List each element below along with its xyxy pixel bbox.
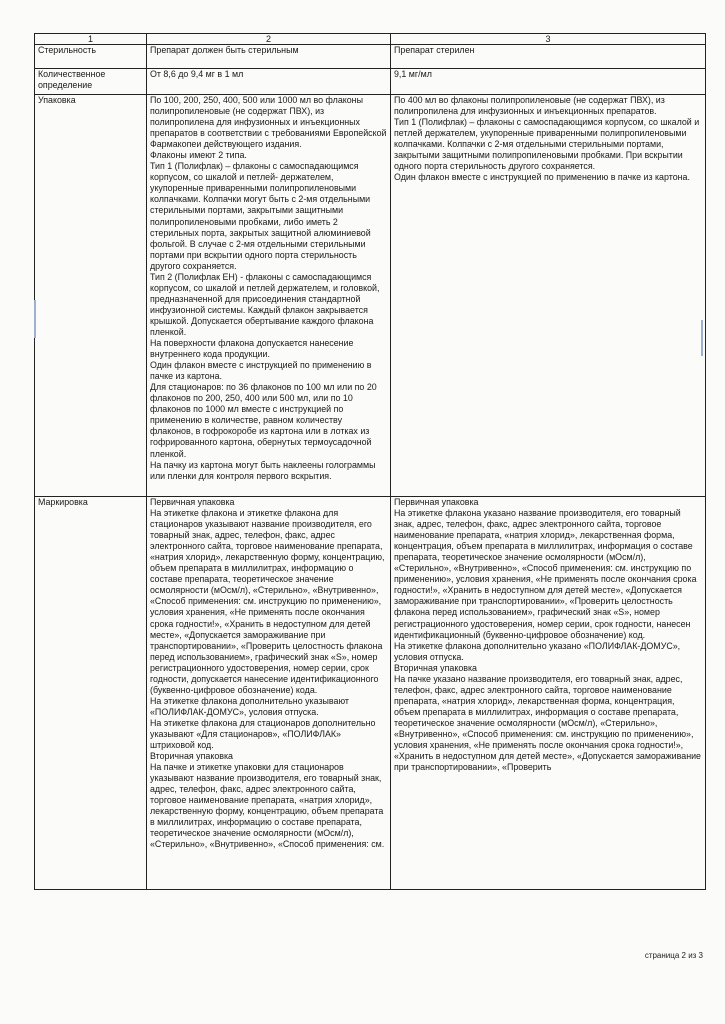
column-number-2: 2: [147, 34, 391, 45]
row-result: 9,1 мг/мл: [391, 69, 706, 95]
scan-mark: [701, 320, 703, 356]
row-requirement: По 100, 200, 250, 400, 500 или 1000 мл во флаконы полипропиленовые (не содержат ПВХ), из полипропилена для инфузионных и инъекционных препаратов в соответствии с требованиями Европейской Фармакопеи действующего издания. Флаконы имеют 2 типа. Тип 1 (Полифлак) – флаконы с самоспадающимся корпусом, со шкалой и петлей- держателем, укупоренные приваренными полипропиленовыми колпачками. Колпачки могут быть с 2-мя отдельными стерильными портами, закрытыми защитными полипропиленовыми пробками, либо иметь 2 стерильных порта, закрытых защитной алюминиевой фольгой. В случае с 2-мя отдельными стерильными портами при вскрытии одного порта стерильность другого сохраняется. Тип 2 (Полифлак ЕН) - флаконы с самоспадающимся корпусом, со шкалой и петлей держателем, и головкой, предназначенной для присоединения стандартной инфузионной системы. Каждый флакон закрывается крышкой. Допускается обертывание каждого флакона пленкой. На поверхности флакона допускается нанесение внутреннего кода продукции. Один флакон вместе с инструкцией по применению в пачке из картона. Для стационаров: по 36 флаконов по 100 мл или по 20 флаконов по 200, 250, 400 или 500 мл, или по 10 флаконов по 1000 мл вместе с инструкцией по применению в количестве, равном количеству флаконов, в гофрокоробе из картона или в лотках из гофрированного картона, обернутых термоусадочной пленкой. На пачку из картона могут быть наклеены голограммы или пленки для контроля первого вскрытия.: [147, 95, 391, 497]
row-label: Стерильность: [35, 45, 147, 69]
scan-mark: [34, 300, 36, 338]
row-label: Количественное определение: [35, 69, 147, 95]
row-result: Препарат стерилен: [391, 45, 706, 69]
row-requirement: Первичная упаковка На этикетке флакона и этикетке флакона для стационаров указывают название производителя, его товарный знак, адрес, телефон, факс, адрес электронного сайта, торговое наименование препарата, «натрия хлорид», лекарственную форму, концентрацию, объем препарата в миллилитрах, информацию о составе препарата, теоретическое значение осмолярности (мОсм/л), «Стерильно», «Внутривенно», «Способ применения: см. инструкцию по применению», условия хранения, «Не применять после окончания срока годности!», «Хранить в недоступном для детей месте», «Допускается замораживание при транспортировании», «Проверить целостность флакона перед использованием», графический знак «S», номер регистрационного удостоверения, номер серии, срок годности, допускается нанесение идентификационного (буквенно-цифровое обозначение) кода. На этикетке флакона дополнительно указывают «ПОЛИФЛАК-ДОМУС», условия отпуска. На этикетке флакона для стационаров дополнительно указывают «Для стационаров», «ПОЛИФЛАК» штриховой код. Вторичная упаковка На пачке и этикетке упаковки для стационаров указывают название производителя, его товарный знак, адрес, телефон, факс, адрес электронного сайта, торговое наименование препарата, «натрия хлорид», лекарственную форму, концентрацию, объем препарата в миллилитрах, информацию о составе препарата, теоретическое значение осмолярности (мОсм/л), «Стерильно», «Внутривенно», «Способ применения: см.: [147, 497, 391, 890]
column-number-1: 1: [35, 34, 147, 45]
column-number-3: 3: [391, 34, 706, 45]
table-header-row: [35, 34, 706, 45]
specification-table: [34, 33, 706, 890]
row-result: По 400 мл во флаконы полипропиленовые (не содержат ПВХ), из полипропилена для инфузионных и инъекционных препаратов. Тип 1 (Полифлак) – флаконы с самоспадающимся корпусом, со шкалой и петлей держателем, укупоренные приваренными полипропиленовыми колпачками. Колпачки с 2-мя отдельными стерильными портами, закрытыми защитными полипропиленовыми пробками. При вскрытии одного порта стерильность другого сохраняется. Один флакон вместе с инструкцией по применению в пачке из картона.: [391, 95, 706, 497]
row-label: Упаковка: [35, 95, 147, 497]
row-result: Первичная упаковка На этикетке флакона указано название производителя, его товарный знак, адрес, телефон, факс, адрес электронного сайта, торговое наименование препарата, «натрия хлорид», лекарственная форма, концентрация, объем препарата в миллилитрах, информация о составе препарата, теоретическое значение осмолярности (мОсм/л), «Стерильно», «Внутривенно», «Способ применения: см. инструкцию по применению», условия хранения, «Не применять после окончания срока годности!», «Хранить в недоступном для детей месте», «Допускается замораживание при транспортировании», «Проверить целостность флакона перед использованием», графический знак «S», номер регистрационного удостоверения, номер серии, срок годности, нанесен идентификационный (буквенно-цифровое обозначение) код. На этикетке флакона дополнительно указано «ПОЛИФЛАК-ДОМУС», условия отпуска. Вторичная упаковка На пачке указано название производителя, его товарный знак, адрес, телефон, факс, адрес электронного сайта, торговое наименование препарата, «натрия хлорид», лекарственная форма, концентрация, объем препарата в миллилитрах, информация о составе препарата, теоретическое значение осмолярности (мОсм/л), «Стерильно», «Внутривенно», «Способ применения: см. инструкцию по применению», условия хранения, «Не применять после окончания срока годности!», «Хранить в недоступном для детей месте», «Допускается замораживание при транспортировании», «Проверить: [391, 497, 706, 890]
row-requirement: Препарат должен быть стерильным: [147, 45, 391, 69]
table-row: [35, 45, 706, 69]
table-row: [35, 95, 706, 497]
table-row: [35, 69, 706, 95]
table-row: [35, 497, 706, 890]
row-label: Маркировка: [35, 497, 147, 890]
row-requirement: От 8,6 до 9,4 мг в 1 мл: [147, 69, 391, 95]
page-number: страница 2 из 3: [644, 951, 703, 960]
